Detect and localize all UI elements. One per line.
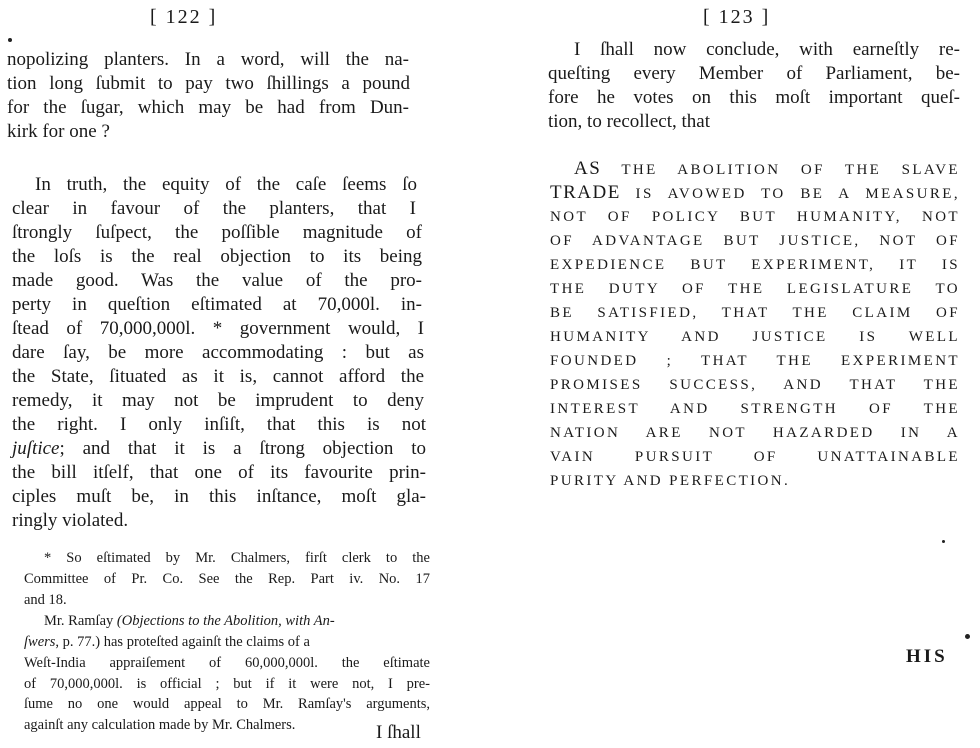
ink-speck	[942, 540, 945, 543]
text-line: fore he votes on this moſt important queſ-	[548, 87, 960, 108]
ink-speck	[965, 634, 970, 639]
footnote-line	[24, 632, 310, 652]
footnote-line: Weſt-India appraiſement of 60,000,000l. the eſtimate	[24, 655, 430, 671]
text-line: the loſs is the real objection to its being	[12, 246, 422, 267]
text-line	[12, 437, 426, 461]
quote-line: BE SATISFIED, THAT THE CLAIM OF	[550, 305, 960, 321]
page-number-left: [ 122 ]	[150, 6, 218, 28]
quote-line: PURITY AND PERFECTION.	[550, 473, 791, 489]
catchword-right: HIS	[906, 646, 948, 667]
footnote-line: and 18.	[24, 592, 67, 608]
text-line: the State, ſituated as it is, cannot afford the	[12, 366, 424, 387]
text-line: I ſhall now conclude, with earneſtly re-	[574, 39, 960, 60]
text-line: for the ſugar, which may be had from Dun-	[7, 97, 409, 118]
text-line: In truth, the equity of the caſe ſeems ſo	[35, 174, 417, 195]
text-line: tion, to recollect, that	[548, 111, 710, 132]
quote-line: FOUNDED ; THAT THE EXPERIMENT	[550, 353, 960, 369]
text-span: ; and that it is a ſtrong objection to	[59, 438, 426, 459]
text-line: the right. I only inſiſt, that this is not	[12, 414, 426, 435]
quote-cap: AS	[574, 158, 602, 179]
quote-line: PROMISES SUCCESS, AND THAT THE	[550, 377, 960, 393]
catchword-left: I ſhall	[376, 722, 421, 743]
text-line: ſtead of 70,000,000l. * government would, I	[12, 318, 424, 339]
quote-line: HUMANITY AND JUSTICE IS WELL	[550, 329, 960, 345]
quote-line: NATION ARE NOT HAZARDED IN A	[550, 425, 960, 441]
text-line: ringly violated.	[12, 510, 129, 531]
text-span: IS AVOWED TO BE A MEASURE,	[620, 186, 960, 202]
text-line: the bill itſelf, that one of its favourite prin-	[12, 462, 426, 483]
footnote-line: of 70,000,000l. is official ; but if it were not, I pre-	[24, 676, 430, 692]
text-span: , p. 77.) has proteſted againſt the claims of a	[55, 634, 310, 650]
italic-word: juſtice	[12, 438, 60, 459]
text-line: dare ſay, be more accommodating : but as	[12, 342, 424, 363]
left-page	[0, 0, 440, 748]
quote-line: NOT OF POLICY BUT HUMANITY, NOT	[550, 209, 960, 225]
text-line: made good. Was the value of the pro-	[12, 270, 422, 291]
quote-cap: TRADE	[550, 182, 621, 203]
italic-span: (Objections to the Abolition, with An-	[116, 613, 335, 629]
footnote-line: * So eſtimated by Mr. Chalmers, firſt clerk to the	[44, 550, 430, 566]
quote-line: INTEREST AND STRENGTH OF THE	[550, 401, 960, 417]
text-span: Mr. Ramſay	[44, 613, 117, 629]
text-line: tion long ſubmit to pay two ſhillings a pound	[7, 73, 410, 94]
text-line: ſtrongly ſuſpect, the poſſible magnitude of	[12, 222, 422, 243]
page-number-right: [ 123 ]	[703, 6, 771, 28]
footnote-line: Committee of Pr. Co. See the Rep. Part iv. No. 17	[24, 571, 430, 587]
right-page	[540, 0, 980, 748]
footnote-line: againſt any calculation made by Mr. Chalmers.	[24, 717, 296, 733]
quote-line	[550, 181, 960, 206]
quote-line: THE DUTY OF THE LEGISLATURE TO	[550, 281, 960, 297]
footnote-line	[44, 611, 335, 631]
footnote-line: ſume no one would appeal to Mr. Ramſay's arguments,	[24, 696, 430, 712]
ink-speck	[8, 38, 12, 42]
text-line: kirk for one ?	[7, 121, 110, 142]
text-line: nopolizing planters. In a word, will the na-	[7, 49, 409, 70]
quote-line	[574, 157, 960, 182]
quote-line: VAIN PURSUIT OF UNATTAINABLE	[550, 449, 960, 465]
text-span: THE ABOLITION OF THE SLAVE	[601, 162, 960, 178]
text-line: clear in favour of the planters, that I	[12, 198, 416, 219]
text-line: queſting every Member of Parliament, be-	[548, 63, 960, 84]
quote-line: OF ADVANTAGE BUT JUSTICE, NOT OF	[550, 233, 960, 249]
italic-span: ſwers	[24, 634, 56, 650]
text-line: ciples muſt be, in this inſtance, moſt gla-	[12, 486, 426, 507]
quote-line: EXPEDIENCE BUT EXPERIMENT, IT IS	[550, 257, 960, 273]
text-line: remedy, it may not be imprudent to deny	[12, 390, 424, 411]
text-line: perty in queſtion eſtimated at 70,000l. in-	[12, 294, 422, 315]
